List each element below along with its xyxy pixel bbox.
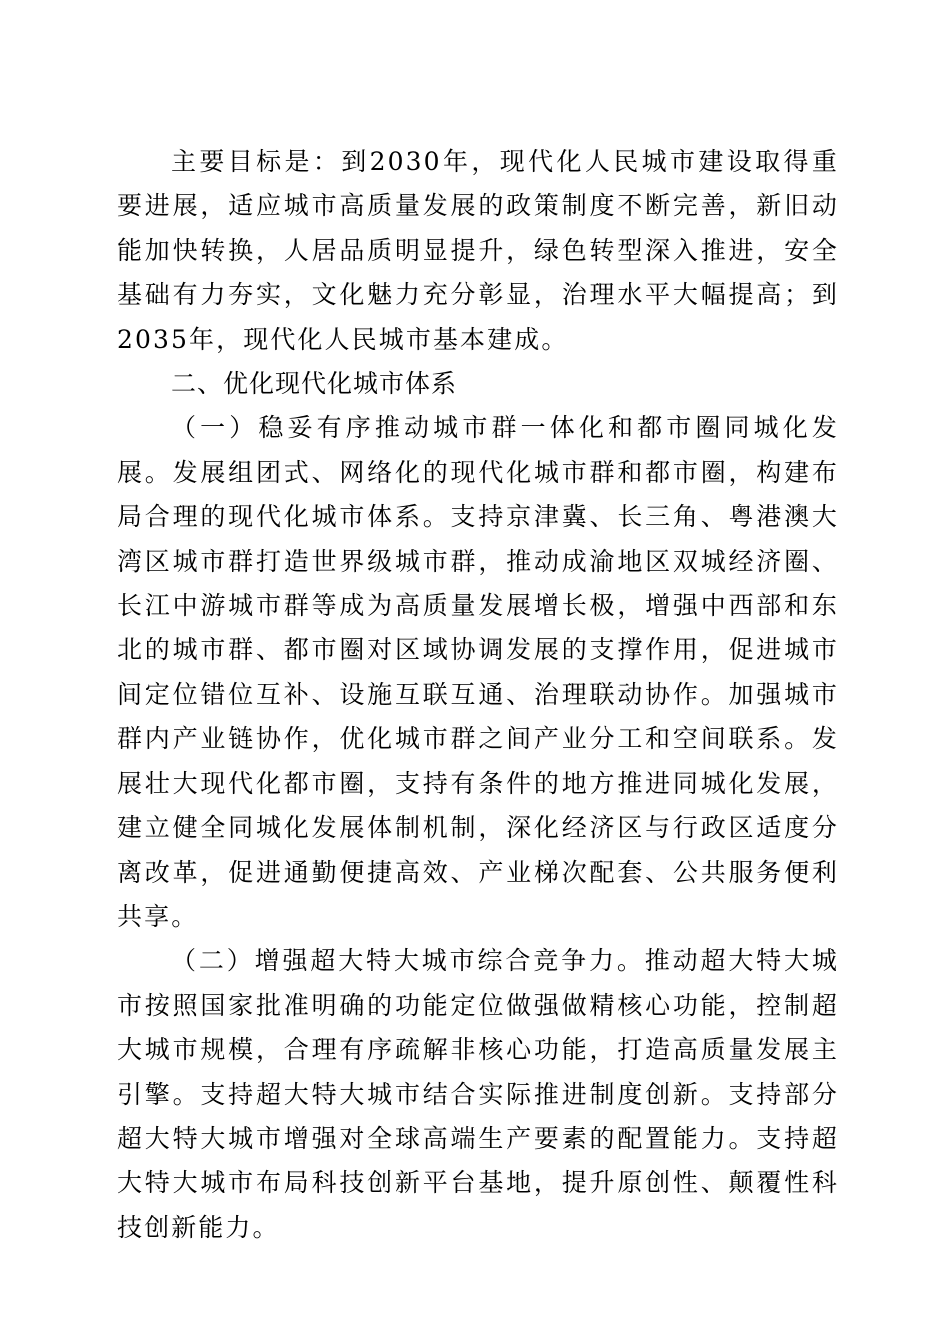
subsection-1-paragraph	[117, 406, 839, 939]
subsection-2-body: 推动超大特大城市按照国家批准明确的功能定位做强做精核心功能，控制超大城市规模，合理有序疏解非核心功能，打造高质量发展主引擎。支持超大特大城市结合实际推进制度创新。支持部分超大特大城市增强对全球高端生产要素的配置能力。支持超大特大城市布局科技创新平台基地，提升原创性、颠覆性科技创新能力。	[117, 946, 840, 1242]
document-body	[117, 140, 839, 1250]
section-heading: 二、优化现代化城市体系	[171, 369, 458, 399]
subsection-1-lead: （一）稳妥有序推动城市群一体化和都市圈同城化发展。	[117, 413, 839, 487]
subsection-2-lead: （二）增强超大特大城市综合竞争力。	[171, 946, 645, 976]
main-goals-paragraph: 主要目标是：到2030年，现代化人民城市建设取得重要进展，适应城市高质量发展的政策制度不断完善，新旧动能加快转换，人居品质明显提升，绿色转型深入推进，安全基础有力夯实，文化魅力充分彰显，治理水平大幅提高；到2035年，现代化人民城市基本建成。	[117, 147, 839, 354]
subsection-2-paragraph	[117, 939, 839, 1250]
subsection-1-body: 发展组团式、网络化的现代化城市群和都市圈，构建布局合理的现代化城市体系。支持京津冀、长三角、粤港澳大湾区城市群打造世界级城市群，推动成渝地区双城经济圈、长江中游城市群等成为高质量发展增长极，增强中西部和东北的城市群、都市圈对区域协调发展的支撑作用，促进城市间定位错位互补、设施互联互通、治理联动协作。加强城市群内产业链协作，优化城市群之间产业分工和空间联系。发展壮大现代化都市圈，支持有条件的地方推进同城化发展，建立健全同城化发展体制机制，深化经济区与行政区适度分离改革，促进通勤便捷高效、产业梯次配套、公共服务便利共享。	[117, 457, 839, 931]
